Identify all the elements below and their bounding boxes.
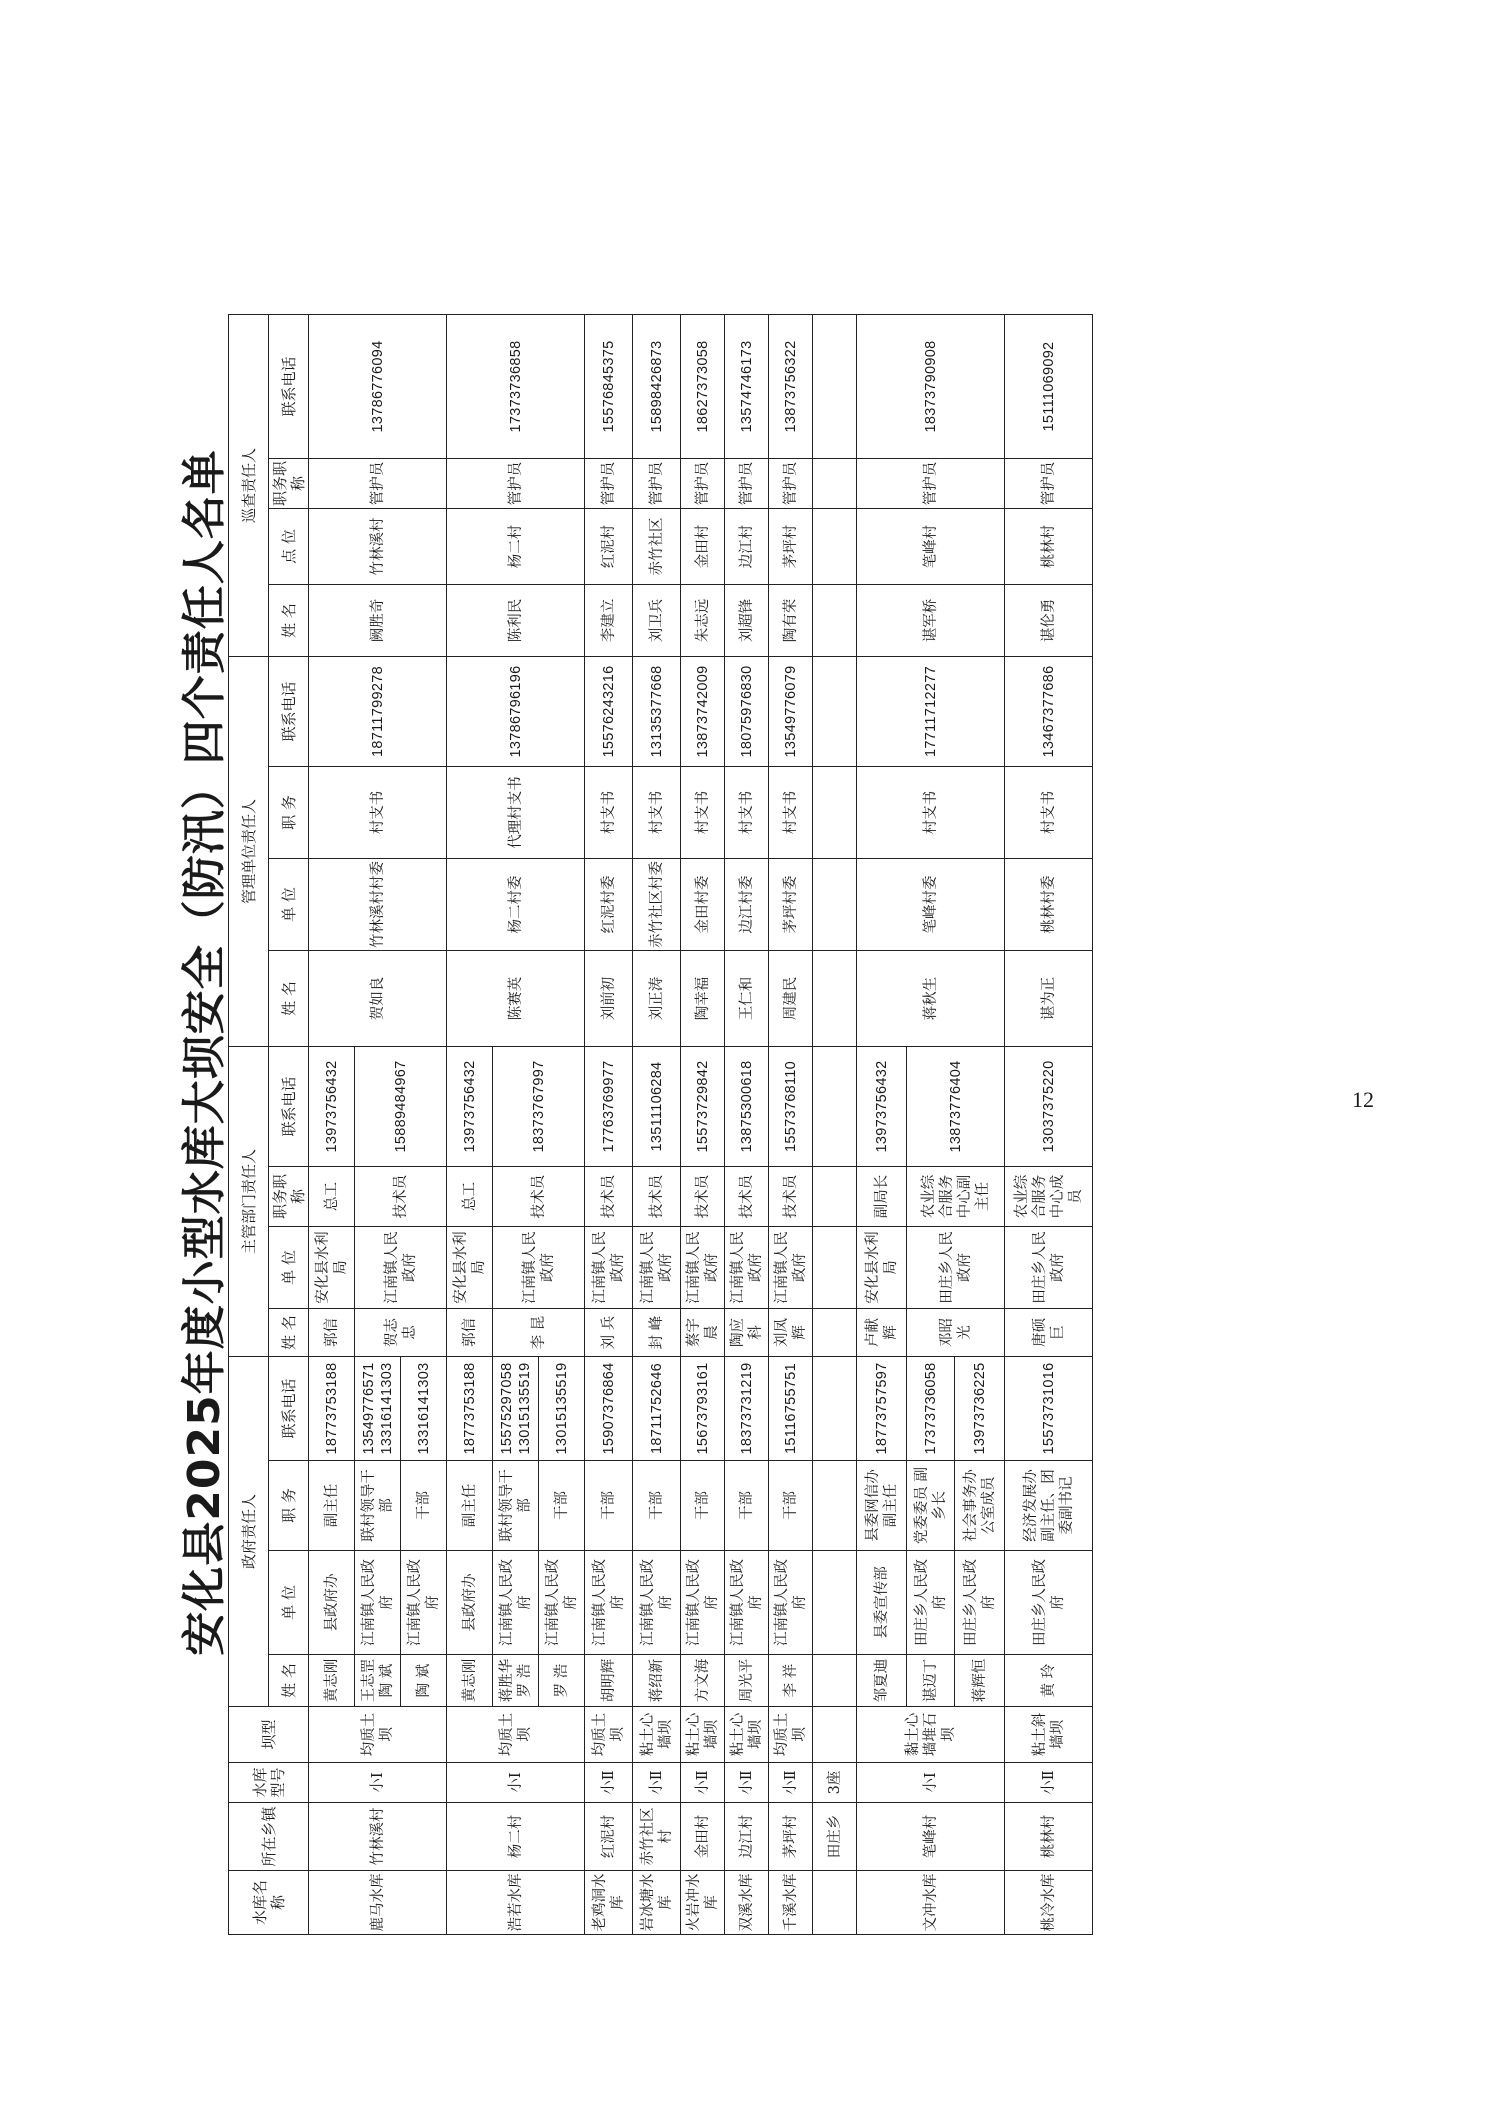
patrol-name-cell: 阙胜奇 — [309, 585, 447, 657]
mgmt-name-cell: 刘正涛 — [633, 951, 681, 1047]
header-dept-group: 主管部门责任人 — [229, 1047, 269, 1357]
header-mgmt-unit: 单 位 — [269, 859, 309, 951]
mgmt-unit-cell: 茅坪村委 — [769, 859, 813, 951]
mgmt-unit-cell: 赤竹社区村委 — [633, 859, 681, 951]
dept-duty-cell: 技术员 — [725, 1167, 769, 1227]
dam-type-cell: 粘土心墙坝 — [681, 1707, 725, 1763]
mgmt-phone-cell: 18075976830 — [725, 657, 769, 767]
patrol-phone-cell: 15576845375 — [585, 315, 633, 459]
dept-name-cell: 邓昭光 — [907, 1309, 1005, 1357]
table-row — [769, 315, 813, 1935]
reservoir-type-cell: 小Ⅱ — [725, 1763, 769, 1803]
mgmt-duty-cell: 代理村支书 — [447, 767, 585, 859]
town-cell: 赤竹社区村 — [633, 1803, 681, 1871]
gov-unit-cell: 田庄乡人民政府 — [907, 1551, 955, 1655]
reservoir-name-cell: 桃冷水库 — [1005, 1871, 1093, 1935]
patrol-name-cell: 陈利民 — [447, 585, 585, 657]
dept-name-cell: 郭信 — [309, 1309, 355, 1357]
mgmt-unit-cell: 竹林溪村村委 — [309, 859, 447, 951]
gov-phone-cell: 18711752646 — [633, 1357, 681, 1461]
dept-unit-cell: 江南镇人民政府 — [355, 1227, 447, 1309]
dept-name-cell: 蔡宇晨 — [681, 1309, 725, 1357]
gov-phone-cell: 18773753188 — [447, 1357, 493, 1461]
patrol-name-cell: 刘卫兵 — [633, 585, 681, 657]
header-gov-group: 政府责任人 — [229, 1357, 269, 1707]
dept-name-cell: 刘 兵 — [585, 1309, 633, 1357]
dept-phone-cell: 13875300618 — [725, 1047, 769, 1167]
table-row — [309, 315, 355, 1935]
gov-name-cell: 黄志刚 — [447, 1655, 493, 1707]
header-dept-duty: 职务职称 — [269, 1167, 309, 1227]
gov-duty-cell: 干部 — [725, 1461, 769, 1551]
gov-name-cell: 黄志刚 — [309, 1655, 355, 1707]
mgmt-phone-cell: 13786796196 — [447, 657, 585, 767]
gov-duty-cell — [813, 1461, 857, 1551]
patrol-phone-cell: 17373736858 — [447, 315, 585, 459]
town-cell: 笔峰村 — [857, 1803, 1005, 1871]
dept-name-cell: 贺志忠 — [355, 1309, 447, 1357]
header-mgmt-phone: 联系电话 — [269, 657, 309, 767]
header-mgmt-name: 姓 名 — [269, 951, 309, 1047]
dept-duty-cell: 副局长 — [857, 1167, 907, 1227]
dept-phone-cell: 13037375220 — [1005, 1047, 1093, 1167]
dam-type-cell: 粘土心墙坝 — [725, 1707, 769, 1763]
dam-type-cell: 均质土坝 — [585, 1707, 633, 1763]
mgmt-duty-cell: 村支书 — [725, 767, 769, 859]
dept-duty-cell: 技术员 — [769, 1167, 813, 1227]
gov-duty-cell: 联村领导干部 — [493, 1461, 539, 1551]
reservoir-type-cell: 小Ⅱ — [769, 1763, 813, 1803]
header-gov-name: 姓 名 — [269, 1655, 309, 1707]
gov-name-cell: 蒋绍新 — [633, 1655, 681, 1707]
patrol-duty-cell — [813, 459, 857, 509]
dam-type-cell — [813, 1707, 857, 1763]
header-type: 水库型号 — [229, 1763, 309, 1803]
header-mgmt-group: 管理单位责任人 — [229, 657, 269, 1047]
dept-name-cell: 李 昆 — [493, 1309, 585, 1357]
mgmt-unit-cell: 杨二村委 — [447, 859, 585, 951]
patrol-duty-cell: 管护员 — [681, 459, 725, 509]
header-dept-name: 姓 名 — [269, 1309, 309, 1357]
reservoir-name-cell — [813, 1871, 857, 1935]
gov-unit-cell: 江南镇人民政府 — [725, 1551, 769, 1655]
patrol-duty-cell: 管护员 — [857, 459, 1005, 509]
patrol-duty-cell: 管护员 — [1005, 459, 1093, 509]
mgmt-name-cell: 陶幸福 — [681, 951, 725, 1047]
patrol-phone-cell: 15898426873 — [633, 315, 681, 459]
mgmt-unit-cell: 金田村委 — [681, 859, 725, 951]
mgmt-phone-cell: 13467377686 — [1005, 657, 1093, 767]
gov-duty-cell: 干部 — [681, 1461, 725, 1551]
patrol-site-cell: 红泥村 — [585, 509, 633, 585]
table-row — [813, 315, 857, 1935]
mgmt-duty-cell — [813, 767, 857, 859]
gov-duty-cell: 干部 — [633, 1461, 681, 1551]
mgmt-phone-cell: 17711712277 — [857, 657, 1005, 767]
header-town: 所在乡镇 — [229, 1803, 309, 1871]
header-patrol-phone: 联系电话 — [269, 315, 309, 459]
gov-phone-cell: 13316141303 — [401, 1357, 447, 1461]
dept-name-cell: 郭信 — [447, 1309, 493, 1357]
gov-name-cell: 黄 玲 — [1005, 1655, 1093, 1707]
dept-duty-cell: 技术员 — [681, 1167, 725, 1227]
mgmt-phone-cell: 15576243216 — [585, 657, 633, 767]
mgmt-unit-cell: 红泥村委 — [585, 859, 633, 951]
mgmt-phone-cell: 18711799278 — [309, 657, 447, 767]
gov-phone-cell: 13973736225 — [955, 1357, 1005, 1461]
header-gov-unit: 单 位 — [269, 1551, 309, 1655]
town-cell: 红泥村 — [585, 1803, 633, 1871]
patrol-duty-cell: 管护员 — [725, 459, 769, 509]
mgmt-phone-cell — [813, 657, 857, 767]
gov-duty-cell: 社会事务办公室成员 — [955, 1461, 1005, 1551]
mgmt-name-cell — [813, 951, 857, 1047]
header-row-1 — [229, 315, 269, 1935]
patrol-site-cell: 桃林村 — [1005, 509, 1093, 585]
mgmt-unit-cell — [813, 859, 857, 951]
town-cell: 桃林村 — [1005, 1803, 1093, 1871]
header-dam: 坝型 — [229, 1707, 309, 1763]
dept-unit-cell: 田庄乡人民政府 — [907, 1227, 1005, 1309]
gov-duty-cell: 县委网信办副主任 — [857, 1461, 907, 1551]
gov-name-cell: 李 祥 — [769, 1655, 813, 1707]
dept-unit-cell: 安化县水利局 — [309, 1227, 355, 1309]
table-row — [681, 315, 725, 1935]
table-row — [633, 315, 681, 1935]
reservoir-type-cell: 小Ⅱ — [1005, 1763, 1093, 1803]
town-cell: 边江村 — [725, 1803, 769, 1871]
mgmt-name-cell: 蒋秋生 — [857, 951, 1005, 1047]
dept-duty-cell: 技术员 — [585, 1167, 633, 1227]
table-row — [725, 315, 769, 1935]
town-cell: 金田村 — [681, 1803, 725, 1871]
gov-unit-cell: 江南镇人民政府 — [539, 1551, 585, 1655]
patrol-name-cell: 朱志远 — [681, 585, 725, 657]
table-row — [585, 315, 633, 1935]
reservoir-name-cell: 文冲水库 — [857, 1871, 1005, 1935]
patrol-site-cell: 赤竹社区 — [633, 509, 681, 585]
gov-unit-cell: 县政府办 — [309, 1551, 355, 1655]
gov-phone-cell: 18773753188 — [309, 1357, 355, 1461]
gov-duty-cell: 副主任 — [309, 1461, 355, 1551]
patrol-phone-cell: 13873756322 — [769, 315, 813, 459]
mgmt-unit-cell: 笔峰村委 — [857, 859, 1005, 951]
dept-duty-cell: 技术员 — [493, 1167, 585, 1227]
dept-phone-cell: 15573729842 — [681, 1047, 725, 1167]
gov-duty-cell: 副主任 — [447, 1461, 493, 1551]
dept-unit-cell: 江南镇人民政府 — [633, 1227, 681, 1309]
dept-name-cell: 封 峰 — [633, 1309, 681, 1357]
reservoir-type-cell: 3座 — [813, 1763, 857, 1803]
mgmt-phone-cell: 13873742009 — [681, 657, 725, 767]
patrol-duty-cell: 管护员 — [447, 459, 585, 509]
gov-duty-cell: 干部 — [401, 1461, 447, 1551]
dept-name-cell: 卢献辉 — [857, 1309, 907, 1357]
gov-unit-cell: 江南镇人民政府 — [769, 1551, 813, 1655]
gov-phone-cell: 15575297058 13015135519 — [493, 1357, 539, 1461]
mgmt-duty-cell: 村支书 — [1005, 767, 1093, 859]
dam-type-cell: 粘土心墙坝 — [633, 1707, 681, 1763]
mgmt-name-cell: 王仁和 — [725, 951, 769, 1047]
gov-phone-cell: 18773757597 — [857, 1357, 907, 1461]
gov-unit-cell: 田庄乡人民政府 — [1005, 1551, 1093, 1655]
patrol-name-cell: 谌军桥 — [857, 585, 1005, 657]
header-patrol-name: 姓 名 — [269, 585, 309, 657]
patrol-name-cell — [813, 585, 857, 657]
patrol-site-cell — [813, 509, 857, 585]
patrol-duty-cell: 管护员 — [309, 459, 447, 509]
gov-duty-cell: 联村领导干部 — [355, 1461, 401, 1551]
gov-name-cell: 谌迈丁 — [907, 1655, 955, 1707]
gov-name-cell: 胡明辉 — [585, 1655, 633, 1707]
dept-unit-cell: 江南镇人民政府 — [725, 1227, 769, 1309]
town-cell: 竹林溪村 — [309, 1803, 447, 1871]
gov-unit-cell: 县委宣传部 — [857, 1551, 907, 1655]
gov-name-cell: 王志罡 陶 斌 — [355, 1655, 401, 1707]
reservoir-type-cell: 小Ⅱ — [681, 1763, 725, 1803]
mgmt-duty-cell: 村支书 — [585, 767, 633, 859]
gov-name-cell — [813, 1655, 857, 1707]
mgmt-name-cell: 陈赛英 — [447, 951, 585, 1047]
gov-unit-cell: 江南镇人民政府 — [355, 1551, 401, 1655]
gov-unit-cell: 田庄乡人民政府 — [955, 1551, 1005, 1655]
dept-phone-cell: 13973756432 — [857, 1047, 907, 1167]
mgmt-duty-cell: 村支书 — [857, 767, 1005, 859]
mgmt-unit-cell: 桃林村委 — [1005, 859, 1093, 951]
reservoir-name-cell: 鹿马水库 — [309, 1871, 447, 1935]
dept-unit-cell: 安化县水利局 — [447, 1227, 493, 1309]
responsibility-table — [228, 314, 1093, 1935]
patrol-phone-cell: 13786776094 — [309, 315, 447, 459]
reservoir-name-cell: 浩若水库 — [447, 1871, 585, 1935]
reservoir-name-cell: 千溪水库 — [769, 1871, 813, 1935]
dept-duty-cell: 总工 — [447, 1167, 493, 1227]
mgmt-duty-cell: 村支书 — [633, 767, 681, 859]
dam-type-cell: 粘土斜墙坝 — [1005, 1707, 1093, 1763]
gov-unit-cell: 江南镇人民政府 — [493, 1551, 539, 1655]
dept-name-cell: 唐硕巨 — [1005, 1309, 1093, 1357]
gov-name-cell: 周光平 — [725, 1655, 769, 1707]
reservoir-name-cell: 老鸡洞水库 — [585, 1871, 633, 1935]
mgmt-duty-cell: 村支书 — [769, 767, 813, 859]
table-row — [447, 315, 493, 1935]
dept-duty-cell: 技术员 — [633, 1167, 681, 1227]
header-patrol-duty: 职务职称 — [269, 459, 309, 509]
gov-name-cell: 陶 斌 — [401, 1655, 447, 1707]
patrol-site-cell: 茅坪村 — [769, 509, 813, 585]
gov-name-cell: 邹夏迪 — [857, 1655, 907, 1707]
patrol-site-cell: 金田村 — [681, 509, 725, 585]
patrol-duty-cell: 管护员 — [633, 459, 681, 509]
gov-duty-cell: 党委委员 副乡长 — [907, 1461, 955, 1551]
gov-phone-cell: 17373736058 — [907, 1357, 955, 1461]
dam-type-cell: 均质土坝 — [447, 1707, 585, 1763]
dept-unit-cell: 安化县水利局 — [857, 1227, 907, 1309]
dept-phone-cell: 13873776404 — [907, 1047, 1005, 1167]
dept-unit-cell: 江南镇人民政府 — [585, 1227, 633, 1309]
patrol-duty-cell: 管护员 — [585, 459, 633, 509]
table-row — [857, 315, 907, 1935]
patrol-phone-cell — [813, 315, 857, 459]
header-gov-duty: 职 务 — [269, 1461, 309, 1551]
dept-phone-cell: 15889484967 — [355, 1047, 447, 1167]
patrol-phone-cell: 18373790908 — [857, 315, 1005, 459]
gov-duty-cell: 干部 — [769, 1461, 813, 1551]
gov-phone-cell: 15673793161 — [681, 1357, 725, 1461]
gov-duty-cell: 经济发展办副主任、团委副书记 — [1005, 1461, 1093, 1551]
dam-type-cell: 均质土坝 — [309, 1707, 447, 1763]
gov-unit-cell: 县政府办 — [447, 1551, 493, 1655]
reservoir-name-cell: 双溪水库 — [725, 1871, 769, 1935]
gov-name-cell: 蒋胜华 罗 浩 — [493, 1655, 539, 1707]
header-patrol-site: 点 位 — [269, 509, 309, 585]
gov-unit-cell: 江南镇人民政府 — [401, 1551, 447, 1655]
gov-phone-cell: 15907376864 — [585, 1357, 633, 1461]
patrol-duty-cell: 管护员 — [769, 459, 813, 509]
patrol-site-cell: 笔峰村 — [857, 509, 1005, 585]
dept-name-cell: 刘凤辉 — [769, 1309, 813, 1357]
gov-phone-cell: 15573731016 — [1005, 1357, 1093, 1461]
dept-phone-cell: 13973756432 — [447, 1047, 493, 1167]
gov-phone-cell: 13015135519 — [539, 1357, 585, 1461]
header-mgmt-duty: 职 务 — [269, 767, 309, 859]
mgmt-name-cell: 刘前初 — [585, 951, 633, 1047]
mgmt-name-cell: 谌为正 — [1005, 951, 1093, 1047]
mgmt-name-cell: 周建民 — [769, 951, 813, 1047]
gov-name-cell: 蒋辉恒 — [955, 1655, 1005, 1707]
gov-duty-cell: 干部 — [539, 1461, 585, 1551]
mgmt-duty-cell: 村支书 — [309, 767, 447, 859]
patrol-phone-cell: 13574746173 — [725, 315, 769, 459]
gov-duty-cell: 干部 — [585, 1461, 633, 1551]
dept-unit-cell: 江南镇人民政府 — [681, 1227, 725, 1309]
dept-duty-cell: 农业综合服务中心副主任 — [907, 1167, 1005, 1227]
header-patrol-group: 巡查责任人 — [229, 315, 269, 657]
gov-phone-cell: 13549776571 13316141303 — [355, 1357, 401, 1461]
header-gov-phone: 联系电话 — [269, 1357, 309, 1461]
dept-name-cell: 陶应科 — [725, 1309, 769, 1357]
reservoir-type-cell: 小Ⅱ — [585, 1763, 633, 1803]
reservoir-type-cell: 小Ⅱ — [633, 1763, 681, 1803]
gov-unit-cell: 江南镇人民政府 — [633, 1551, 681, 1655]
patrol-name-cell: 陶有荣 — [769, 585, 813, 657]
gov-name-cell: 罗 浩 — [539, 1655, 585, 1707]
gov-phone-cell: 15116755751 — [769, 1357, 813, 1461]
dept-duty-cell: 技术员 — [355, 1167, 447, 1227]
dept-name-cell — [813, 1309, 857, 1357]
header-row-2 — [269, 315, 309, 1935]
dept-phone-cell: 17763769977 — [585, 1047, 633, 1167]
reservoir-type-cell: 小Ⅰ — [857, 1763, 1005, 1803]
town-cell: 杨二村 — [447, 1803, 585, 1871]
mgmt-duty-cell: 村支书 — [681, 767, 725, 859]
gov-unit-cell: 江南镇人民政府 — [681, 1551, 725, 1655]
reservoir-name-cell: 火岩冲水库 — [681, 1871, 725, 1935]
town-cell: 田庄乡 — [813, 1803, 857, 1871]
gov-phone-cell — [813, 1357, 857, 1461]
dept-unit-cell — [813, 1227, 857, 1309]
document-title: 安化县2025年度小型水库大坝安全（防汛）四个责任人名单 — [179, 449, 230, 1656]
mgmt-phone-cell: 13549776079 — [769, 657, 813, 767]
reservoir-type-cell: 小Ⅰ — [447, 1763, 585, 1803]
dam-type-cell: 黏土心墙堆石坝 — [857, 1707, 1005, 1763]
reservoir-type-cell: 小Ⅰ — [309, 1763, 447, 1803]
dept-duty-cell — [813, 1167, 857, 1227]
patrol-name-cell: 谌伦勇 — [1005, 585, 1093, 657]
patrol-phone-cell: 18627373058 — [681, 315, 725, 459]
dam-type-cell: 均质土坝 — [769, 1707, 813, 1763]
reservoir-name-cell: 岩冰塘水库 — [633, 1871, 681, 1935]
patrol-site-cell: 边江村 — [725, 509, 769, 585]
patrol-site-cell: 杨二村 — [447, 509, 585, 585]
dept-phone-cell: 13973756432 — [309, 1047, 355, 1167]
gov-unit-cell: 江南镇人民政府 — [585, 1551, 633, 1655]
mgmt-name-cell: 贺如良 — [309, 951, 447, 1047]
gov-name-cell: 方文海 — [681, 1655, 725, 1707]
header-dept-phone: 联系电话 — [269, 1047, 309, 1167]
dept-duty-cell: 农业综合服务中心成员 — [1005, 1167, 1093, 1227]
table-row — [1005, 315, 1093, 1935]
patrol-site-cell: 竹林溪村 — [309, 509, 447, 585]
dept-phone-cell — [813, 1047, 857, 1167]
page-number: 12 — [1352, 1087, 1374, 1112]
dept-phone-cell: 18373767997 — [493, 1047, 585, 1167]
dept-unit-cell: 江南镇人民政府 — [769, 1227, 813, 1309]
dept-phone-cell: 15573768110 — [769, 1047, 813, 1167]
patrol-name-cell: 刘超锋 — [725, 585, 769, 657]
patrol-name-cell: 李建立 — [585, 585, 633, 657]
town-cell: 茅坪村 — [769, 1803, 813, 1871]
dept-unit-cell: 江南镇人民政府 — [493, 1227, 585, 1309]
dept-duty-cell: 总工 — [309, 1167, 355, 1227]
header-reservoir: 水库名称 — [229, 1871, 309, 1935]
patrol-phone-cell: 15111069092 — [1005, 315, 1093, 459]
gov-phone-cell: 18373731219 — [725, 1357, 769, 1461]
mgmt-unit-cell: 边江村委 — [725, 859, 769, 951]
mgmt-phone-cell: 13135377668 — [633, 657, 681, 767]
gov-unit-cell — [813, 1551, 857, 1655]
dept-phone-cell: 13511106284 — [633, 1047, 681, 1167]
header-dept-unit: 单 位 — [269, 1227, 309, 1309]
dept-unit-cell: 田庄乡人民政府 — [1005, 1227, 1093, 1309]
